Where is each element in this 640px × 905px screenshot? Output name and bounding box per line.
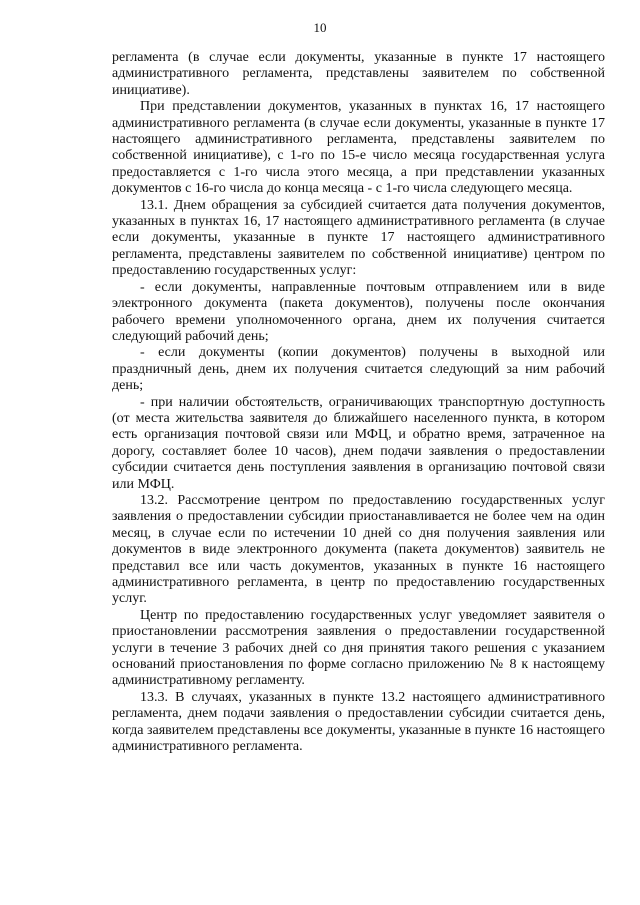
list-item-transport: - при наличии обстоятельств, ограничивающих транспортную доступность (от места жительства заявителя до ближайшего населенного пункта, в котором есть организация почтовой связи или МФЦ, и обратно время, затраченное на дорогу, составляет более 10 часов), днем подачи заявления о предоставлении субсидии считается день поступления заявления в организацию почтовой связи или МФЦ.	[112, 394, 605, 492]
list-item-after-hours: - если документы, направленные почтовым отправлением или в виде электронного документа (пакета документов), получены после окончания рабочего времени уполномоченного органа, днем их получения считается следующий рабочий день;	[112, 279, 605, 344]
paragraph-service-start-date: При представлении документов, указанных в пунктах 16, 17 настоящего административного регламента (в случае если документы, указанные в пункте 17 настоящего административного регламента, представлены заявителем по собственной инициативе), с 1-го по 15-е число месяца государственная услуга предоставляется с 1-го числа этого месяца, а при представлении указанных документов с 16-го числа до конца месяца - с 1-го числа следующего месяца.	[112, 99, 605, 197]
list-item-holiday: - если документы (копии документов) получены в выходной или праздничный день, днем их получения считается следующий за ним рабочий день;	[112, 345, 605, 394]
page-number: 10	[313, 20, 327, 35]
paragraph-13-2: 13.2. Рассмотрение центром по предоставлению государственных услуг заявления о предоставлении субсидии приостанавливается не более чем на один месяц, в случае если по истечении 10 дней со дня получения заявления или документов в виде электронного документа (пакета документов) заявитель не представил все или часть документов, указанных в пункте 16 настоящего административного регламента, в центр по предоставлению государственных услуг.	[112, 492, 605, 607]
document-body	[112, 50, 605, 755]
paragraph-notification: Центр по предоставлению государственных услуг уведомляет заявителя о приостановлении рассмотрения заявления о предоставлении государственной услуги в течение 3 рабочих дней со дня принятия такого решения с указанием оснований приостановления по форме согласно приложению № 8 к настоящему административному регламенту.	[112, 607, 605, 689]
paragraph-13-3: 13.3. В случаях, указанных в пункте 13.2 настоящего административного регламента, днем подачи заявления о предоставлении субсидии считается день, когда заявителем представлены все документы, указанные в пункте 16 настоящего административного регламента.	[112, 689, 605, 755]
paragraph-13-1: 13.1. Днем обращения за субсидией считается дата получения документов, указанных в пунктах 16, 17 настоящего административного регламента (в случае если документы, указанные в пункте 17 настоящего административного регламента, представлены заявителем по собственной инициативе) центром по предоставлению государственных услуг:	[112, 197, 605, 279]
paragraph-regulation-continuation: регламента (в случае если документы, указанные в пункте 17 настоящего административного регламента, представлены заявителем по собственной инициативе).	[112, 50, 605, 98]
